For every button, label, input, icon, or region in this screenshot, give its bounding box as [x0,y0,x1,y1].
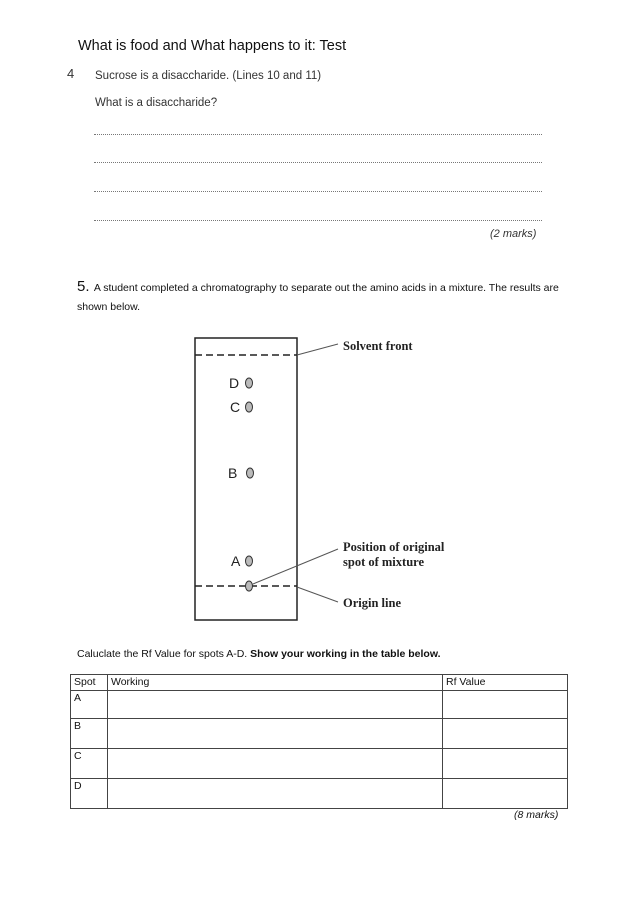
chromatography-diagram [150,330,460,630]
rf-cell[interactable] [443,749,568,779]
table-row [71,749,568,779]
spot-cell: B [71,719,108,749]
working-cell[interactable] [108,779,443,809]
question-5-number: 5. [77,278,90,295]
question-4-number: 4 [67,66,75,81]
working-cell[interactable] [108,691,443,719]
spot-a-label: A [231,553,241,569]
question-4-stem: Sucrose is a disaccharide. (Lines 10 and 11) [95,70,322,82]
solvent-front-label: Solvent front [343,339,413,353]
rf-cell[interactable] [443,719,568,749]
spot-cell: D [71,779,108,809]
spot-cell: A [71,691,108,719]
working-cell[interactable] [108,719,443,749]
original-spot [246,581,253,591]
question-5-text [77,277,577,317]
spot-d-label: D [229,375,240,391]
question-5-marks: (8 marks) [514,809,559,821]
spot-d [246,378,253,388]
original-spot-pointer [253,549,338,584]
question-4-marks: (2 marks) [490,228,537,240]
origin-line-label: Origin line [343,596,401,610]
page-title: What is food and What happens to it: Test [78,38,347,54]
question-4-prompt: What is a disaccharide? [95,97,218,109]
instruction-text: Caluclate the Rf Value for spots A-D. [77,648,248,660]
table-row [71,691,568,719]
spot-c-label: C [230,399,241,415]
table-row [71,779,568,809]
table-header-row [71,675,568,691]
instruction-bold: Show your working in the table below. [250,648,441,660]
header-working: Working [108,675,443,691]
working-cell[interactable] [108,749,443,779]
spot-a [246,556,253,566]
answer-line-1[interactable] [94,134,542,135]
answer-line-3[interactable] [94,191,542,192]
spot-b [247,468,254,478]
spot-cell: C [71,749,108,779]
answer-line-2[interactable] [94,162,542,163]
rf-cell[interactable] [443,691,568,719]
header-rf-value: Rf Value [443,675,568,691]
table-row [71,719,568,749]
answer-line-4[interactable] [94,220,542,221]
spot-c [246,402,253,412]
rf-value-table [70,674,568,809]
header-spot: Spot [71,675,108,691]
calculation-instruction [77,648,441,660]
spot-b-label: B [228,465,238,481]
solvent-front-pointer [297,344,338,355]
original-spot-label-1: Position of original [343,540,445,554]
rf-cell[interactable] [443,779,568,809]
origin-line-pointer [297,587,338,602]
original-spot-label-2: spot of mixture [343,555,425,569]
question-5-stem: A student completed a chromatography to separate out the amino acids in a mixture. The results are shown below. [77,282,559,313]
